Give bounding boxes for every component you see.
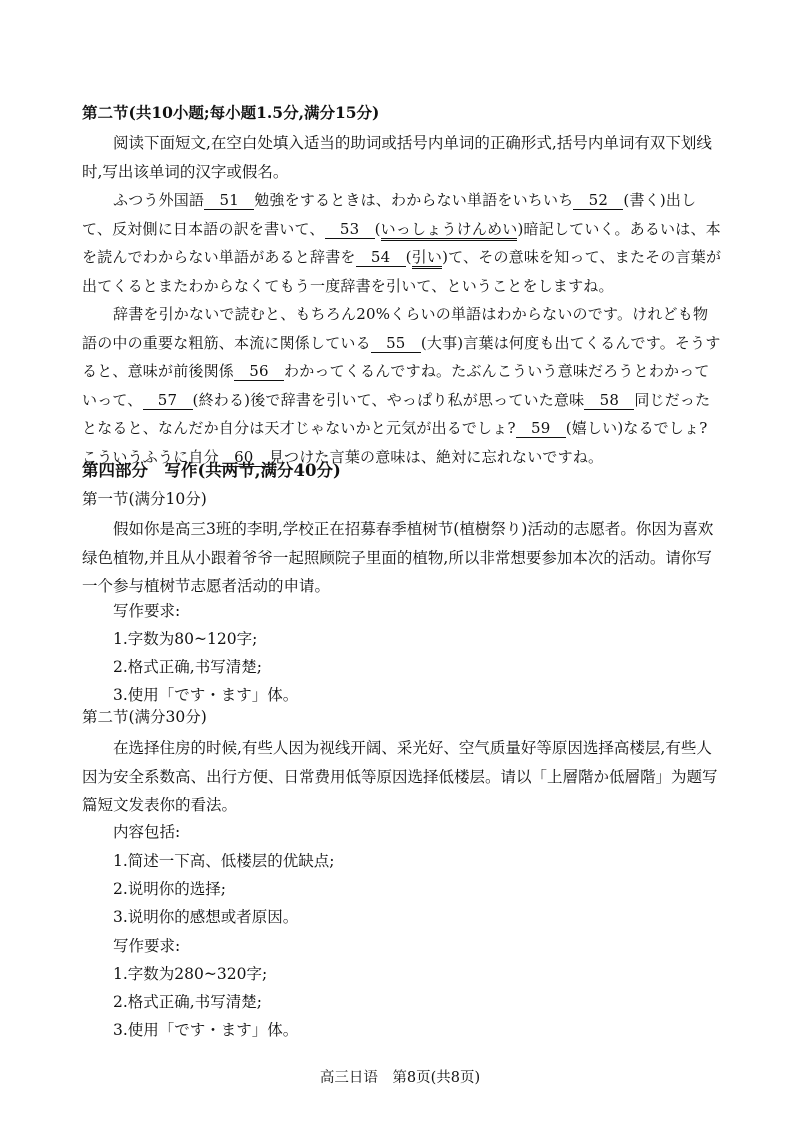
passage-text: 勉強をするときは、わからない単語をいちいち bbox=[254, 191, 574, 209]
passage-paragraph-2 bbox=[82, 300, 722, 471]
page-footer: 高三日语 第8页(共8页) bbox=[319, 1070, 481, 1086]
section2-requirements-title: 写作要求: bbox=[113, 937, 181, 955]
blank-60: 60 bbox=[219, 448, 269, 467]
double-underlined-word-54: 引い bbox=[412, 248, 442, 269]
section1-requirement-item: 2.格式正确,书写清楚; bbox=[113, 658, 262, 676]
section2-content-item: 1.简述一下高、低楼层的优缺点; bbox=[113, 852, 335, 870]
passage-text: 辞書を引かないで読むと、もちろん20%くらいの単語はわからないのです。けれども物語の中の重要な粗筋、本流に関係している bbox=[82, 305, 709, 352]
passage-text: わかってくるんですね。たぶんこういう意味だろうとわかっていって、 bbox=[82, 362, 710, 409]
section2-content-title: 内容包括: bbox=[113, 823, 181, 841]
blank-52: 52 bbox=[573, 191, 623, 210]
blank-57: 57 bbox=[143, 391, 193, 410]
blank-53: 53 bbox=[325, 220, 375, 239]
passage-text: ふつう外国語 bbox=[113, 191, 205, 209]
section2-content-item: 3.说明你的感想或者原因。 bbox=[113, 908, 299, 926]
passage-text: (書く)出して、反対側に日本語の訳を書いて、 bbox=[82, 191, 697, 238]
blank-59: 59 bbox=[516, 419, 566, 438]
section2-requirement-item: 1.字数为280~320字; bbox=[113, 965, 268, 983]
passage-text: て、その意味を知って、またその言葉が出てくるとまたわからなくてもう一度辞書を引いて、ということをしますね。 bbox=[82, 248, 722, 295]
part4-section2-header: 第二节(满分30分) bbox=[82, 708, 207, 726]
part4-section1-prompt: 假如你是高三3班的李明,学校正在招募春季植树节(植樹祭り)活动的志愿者。你因为喜欢绿色植物,并且从小跟着爷爷一起照顾院子里面的植物,所以非常想要参加本次的活动。请你写一个参与植树节志愿者活动的申请。 bbox=[82, 520, 714, 595]
section2-requirement-item: 2.格式正确,书写清楚; bbox=[113, 993, 262, 1011]
passage-text: (嬉しい)なるでしょ? こういうふうに自分 bbox=[82, 419, 708, 466]
passage-text: 見つけた言葉の意味は、絶対に忘れないですね。 bbox=[268, 447, 604, 466]
blank-58: 58 bbox=[584, 391, 634, 410]
section2-content-item: 2.说明你的选择; bbox=[113, 880, 227, 898]
part4-section1-header: 第一节(满分10分) bbox=[82, 490, 207, 508]
part4-section2-prompt: 在选择住房的时候,有些人因为视线开阔、采光好、空气质量好等原因选择高楼层,有些人因为安全系数高、出行方便、日常费用低等原因选择低楼层。请以「上層階か低層階」为题写篇短文发表你的看法。 bbox=[82, 739, 718, 814]
section1-requirements-title: 写作要求: bbox=[113, 602, 181, 620]
blank-54: 54 bbox=[356, 248, 406, 267]
blank-55: 55 bbox=[371, 334, 421, 353]
part4-title: 第四部分 写作(共两节,满分40分) bbox=[82, 461, 341, 480]
passage-text: 暗記していく。あるいは、本を読んでわからない単語があると辞書を bbox=[82, 219, 721, 266]
section2-instructions: 阅读下面短文,在空白处填入适当的助词或括号内单词的正确形式,括号内单词有双下划线时,写出该单词的汉字或假名。 bbox=[82, 134, 712, 181]
blank-56: 56 bbox=[234, 362, 284, 381]
section1-requirement-item: 3.使用「です・ます」体。 bbox=[113, 686, 299, 704]
passage-text: (終わる)後で辞書を引いて、やっぱり私が思っていた意味 bbox=[192, 390, 585, 409]
section2-requirement-item: 3.使用「です・ます」体。 bbox=[113, 1021, 299, 1039]
passage-text: 同じだったとなると、なんだか自分は天才じゃないかと元気が出るでしょ? bbox=[82, 390, 711, 437]
passage-paragraph-1: ふつう外国語 51 勉強をするときは、わからない単語をいちいち 52 (書く)出して、反対側に日本語の訳を書いて、 53 (いっしょうけんめい)暗記していく。あるいは、本を読んでわからない単語があると辞書を 54 (引い)て、その意味を知って、またその言葉が出てくるとまたわからなくてもう一度辞書を引いて、ということをしますね。 bbox=[82, 191, 722, 295]
blank-51: 51 bbox=[204, 191, 254, 210]
double-underlined-word-53: いっしょうけんめい bbox=[381, 220, 518, 241]
section2-header: 第二节(共10小题;每小题1.5分,满分15分) bbox=[82, 103, 380, 122]
section1-requirement-item: 1.字数为80~120字; bbox=[113, 630, 258, 648]
passage-text: (大事)言葉は何度も出てくるんです。そうすると、意味が前後関係 bbox=[82, 333, 721, 380]
